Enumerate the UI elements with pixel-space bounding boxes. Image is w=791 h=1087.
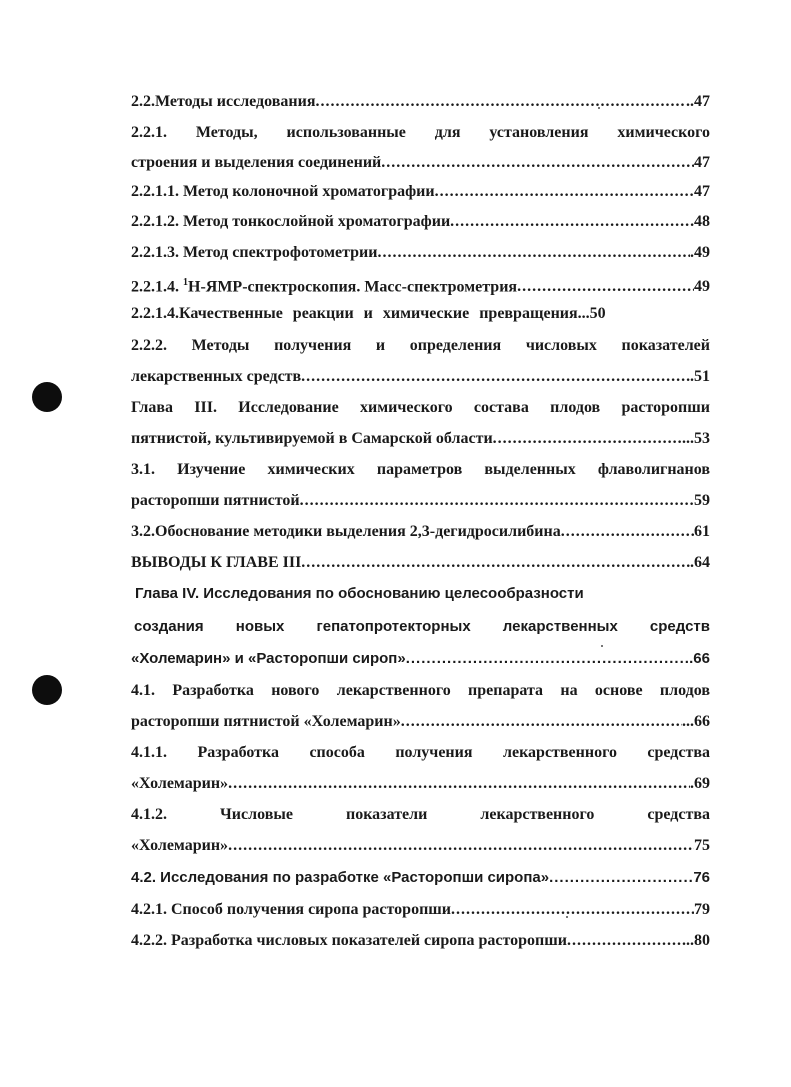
toc-entry-2-2-1-3[interactable]: 2.2.1.3. Метод спектрофотометрии ..... .49	[131, 243, 710, 263]
toc-entry-4-2[interactable]: 4.2. Исследования по разработке «Расторопши сиропа» ..... 76	[131, 868, 710, 888]
binder-hole-bottom	[32, 675, 62, 705]
toc-entry-conclusions-3[interactable]: ВЫВОДЫ К ГЛАВЕ III ..... .64	[131, 553, 710, 573]
dot-leader	[315, 92, 686, 112]
toc-entry-chapter-3-line1[interactable]: Глава III. Исследование химического состава плодов расторопши	[131, 399, 710, 416]
scan-speck	[601, 645, 603, 647]
toc-entry-4-2-2[interactable]: 4.2.2. Разработка числовых показателей сиропа расторопши ..... ..80	[131, 931, 710, 951]
dot-leader	[450, 212, 694, 232]
dot-leader	[301, 367, 690, 387]
toc-entry-chapter-4-line1[interactable]: Глава IV. Исследования по обоснованию целесообразности	[135, 585, 584, 602]
toc-entry-2-2-2-line2[interactable]: лекарственных средств ..... .51	[131, 367, 710, 387]
dot-leader	[228, 836, 694, 856]
toc-entry-chapter-4-line3[interactable]: «Холемарин» и «Расторопши сироп» ..... .66	[131, 649, 710, 669]
dot-leader	[377, 243, 690, 263]
dot-leader	[451, 900, 694, 920]
toc-entry-2-2-1-1[interactable]: 2.2.1.1. Метод колоночной хроматографии ..... 47	[131, 182, 710, 202]
toc-entry-3-2[interactable]: 3.2.Обоснование методики выделения 2,3-дегидросилибина ..... 61	[131, 522, 710, 542]
dot-leader	[228, 774, 690, 794]
toc-entry-2-2-1-4-reactions[interactable]: 2.2.1.4.Качественные реакции и химические превращения ...50	[131, 305, 606, 322]
toc-entry-2-2-2-line1[interactable]: 2.2.2. Методы получения и определения числовых показателей	[131, 337, 710, 354]
toc-entry-2-2-1-2[interactable]: 2.2.1.2. Метод тонкослойной хроматографии ..... 48	[131, 212, 710, 232]
dot-leader	[406, 649, 689, 669]
scan-speck	[598, 107, 600, 109]
dot-leader	[435, 182, 694, 202]
toc-entry-chapter-3-line2[interactable]: пятнистой, культивируемой в Самарской области ..... ...53	[131, 429, 710, 449]
dot-leader	[567, 931, 686, 951]
dot-leader	[549, 868, 693, 888]
dot-leader	[493, 429, 682, 449]
toc-entry-4-1-line2[interactable]: расторопши пятнистой «Холемарин» ..... ...66	[131, 712, 710, 732]
toc-entry-2-2-1-line2[interactable]: строения и выделения соединений ..... 47	[131, 153, 710, 173]
toc-entry-4-1-2-line2[interactable]: «Холемарин» ..... 75	[131, 836, 710, 856]
binder-hole-top	[32, 382, 62, 412]
dot-leader	[561, 522, 694, 542]
toc-entry-4-2-1[interactable]: 4.2.1. Способ получения сиропа расторопши ..... 79	[131, 900, 710, 920]
dot-leader	[300, 491, 694, 511]
toc-entry-4-1-2-line1[interactable]: 4.1.2. Числовые показатели лекарственного средства	[131, 806, 710, 823]
toc-entry-3-1-line1[interactable]: 3.1. Изучение химических параметров выделенных флаволигнанов	[131, 461, 710, 478]
toc-entry-4-1-1-line2[interactable]: «Холемарин» ..... .69	[131, 774, 710, 794]
toc-entry-2-2[interactable]: 2.2.Методы исследования ..... ..47	[131, 92, 710, 112]
toc-entry-chapter-4-line2[interactable]: создания новых гепатопротекторных лекарственных средств	[134, 618, 710, 635]
toc-entry-2-2-1-line1[interactable]: 2.2.1. Методы, использованные для установления химического	[131, 124, 710, 141]
toc-entry-4-1-1-line1[interactable]: 4.1.1. Разработка способа получения лекарственного средства	[131, 744, 710, 761]
toc-entry-2-2-1-4-nmr[interactable]: 2.2.1.4. $^1$H-ЯМР-спектроскопия. Масс-спектрометрия ..... 49	[131, 273, 710, 297]
dot-leader	[301, 553, 690, 573]
scan-speck	[566, 916, 568, 918]
toc-entry-3-1-line2[interactable]: расторопши пятнистой ..... 59	[131, 491, 710, 511]
dot-leader	[381, 153, 694, 173]
dot-leader	[517, 277, 694, 297]
dot-leader	[401, 712, 682, 732]
toc-entry-4-1-line1[interactable]: 4.1. Разработка нового лекарственного препарата на основе плодов	[131, 682, 710, 699]
